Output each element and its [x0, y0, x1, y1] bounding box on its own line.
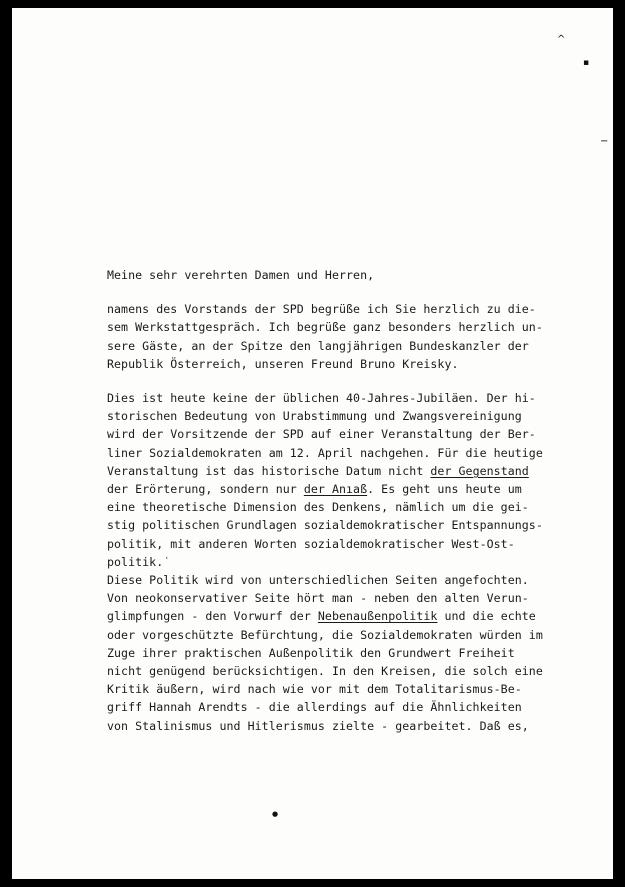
text-segment: und die echte: [437, 609, 536, 624]
text-line: eine theoretische Dimension des Denkens, nämlich um die gei-: [107, 500, 529, 515]
underlined-term-anlass: der Anıaß: [303, 482, 368, 497]
text-line: sem Werkstattgespräch. Ich begrüße ganz besonders herzlich un-: [107, 320, 543, 335]
text-line: stig politischen Grundlagen sozialdemokratischer Entspannungs-: [107, 518, 543, 533]
text-segment: glimpfungen - den Vorwurf der: [107, 609, 318, 624]
text-line: von Stalinismus und Hitlerismus zielte - gearbeitet. Daß es,: [107, 718, 529, 733]
text-line: nicht genügend berücksichtigen. In den Kreisen, die solch eine: [107, 664, 543, 679]
paragraph-1: [107, 300, 547, 373]
text-line: Kritik äußern, wird nach wie vor mit dem Totalitarismus-Be-: [107, 682, 522, 697]
text-line: Dies ist heute keine der üblichen 40-Jahres-Jubiläen. Der hi-: [107, 391, 536, 406]
text-line: storischen Bedeutung von Urabstimmung und Zwangsvereinigung: [107, 409, 522, 424]
text-line: Diese Politik wird von unterschiedlichen Seiten angefochten.: [107, 573, 529, 588]
text-line: [107, 480, 547, 498]
text-line: namens des Vorstands der SPD begrüße ich Sie herzlich zu die-: [107, 302, 536, 317]
text-line: wird der Vorsitzende der SPD auf einer Veranstaltung der Ber-: [107, 427, 536, 442]
text-line: [107, 462, 547, 480]
underlined-term-nebenaussenpolitik: Nebenaußenpolitik: [317, 609, 438, 624]
paragraph-3: [107, 571, 547, 735]
text-line: liner Sozialdemokraten am 12. April nachgehen. Für die heutige: [107, 445, 543, 460]
scan-mark-dot: ▪: [583, 58, 590, 68]
paragraph-2: [107, 389, 547, 571]
text-line: Republik Österreich, unseren Freund Bruno Kreisky.: [107, 356, 459, 371]
scan-mark-dash: −: [600, 136, 609, 147]
document-page: [12, 8, 613, 879]
letter-body: [107, 266, 547, 751]
text-segment: der Erörterung, sondern nur: [107, 482, 304, 497]
underlined-term-gegenstand: der Gegenstand: [430, 463, 529, 478]
text-line: Zuge ihrer praktischen Außenpolitik den Grundwert Freiheit: [107, 645, 515, 660]
text-line: politik, mit anderen Worten sozialdemokratischer West-Ost-: [107, 536, 515, 551]
text-segment: Veranstaltung ist das historische Datum nicht: [107, 463, 431, 478]
text-line: Von neokonservativer Seite hört man - neben den alten Verun-: [107, 591, 529, 606]
text-line: oder vorgeschützte Befürchtung, die Sozialdemokraten würden im: [107, 627, 543, 642]
scan-mark-speck: ●: [272, 810, 279, 818]
text-line: sere Gäste, an der Spitze den langjährigen Bundeskanzler der: [107, 338, 529, 353]
text-segment: . Es geht uns heute um: [367, 482, 522, 497]
text-line: [107, 607, 547, 625]
text-line: politik.˙: [107, 554, 171, 569]
text-line: griff Hannah Arendts - die allerdings auf die Ähnlichkeiten: [107, 700, 522, 715]
salutation: Meine sehr verehrten Damen und Herren,: [107, 268, 375, 282]
scan-mark-caret: ^: [557, 34, 566, 45]
